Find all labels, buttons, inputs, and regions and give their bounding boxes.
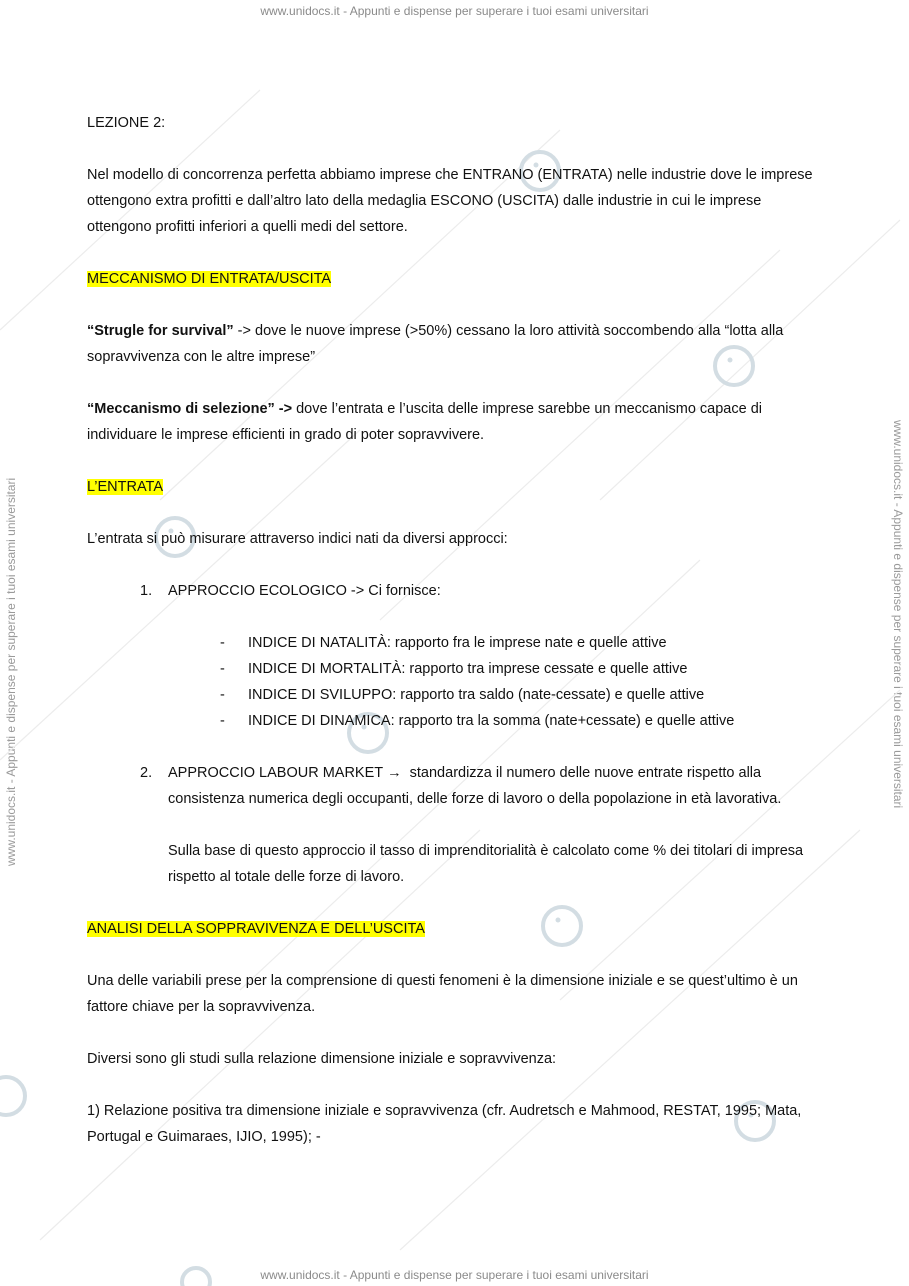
struggle-term: “Strugle for survival” xyxy=(87,323,234,339)
heading-entry-exit-text: MECCANISMO DI ENTRATA/USCITA xyxy=(87,271,332,287)
heading-entry xyxy=(87,474,827,500)
approach-2-text: standardizza il numero delle nuove entrate rispetto alla consistenza numerica degli occupanti, delle forze di lavoro o della popolazione in età lavorativa. xyxy=(168,765,782,807)
survival-intro: Una delle variabili prese per la comprensione di questi fenomeni è la dimensione iniziale e se quest’ultimo è un fattore chiave per la sopravvivenza. xyxy=(87,973,798,1015)
watermark-side-right: www.unidocs.it - Appunti e dispense per superare i tuoi esami universitari xyxy=(891,420,905,809)
index-dynamics: INDICE DI DINAMICA: rapporto tra la somma (nate+cessate) e quelle attive xyxy=(248,713,735,729)
study-1: 1) Relazione positiva tra dimensione iniziale e sopravvivenza (cfr. Audretsch e Mahmood, RESTAT, 1995; Mata, Portugal e Guimaraes, IJIO, 1995); - xyxy=(87,1103,802,1145)
list-item xyxy=(220,656,827,682)
entry-intro: L’entrata si può misurare attraverso indici nati da diversi approcci: xyxy=(87,531,508,547)
approach-1-number: 1. xyxy=(140,583,153,599)
heading-survival-text: ANALISI DELLA SOPPRAVIVENZA E DELL’USCITA xyxy=(87,921,425,937)
selection-term: “Meccanismo di selezione” -> xyxy=(87,401,293,417)
watermark-footer: www.unidocs.it - Appunti e dispense per superare i tuoi esami universitari xyxy=(260,1268,649,1282)
struggle-paragraph xyxy=(87,318,827,370)
approach-2-body xyxy=(168,760,827,812)
index-development: INDICE DI SVILUPPO: rapporto tra saldo (nate-cessate) e quelle attive xyxy=(248,687,705,703)
intro-paragraph: Nel modello di concorrenza perfetta abbiamo imprese che ENTRANO (ENTRATA) nelle industrie dove le imprese ottengono extra profitti e dall’altro lato della medaglia ESCONO (USCITA) dalle industrie in cui le imprese ottengono profitti inferiori a quelli medi del settore. xyxy=(87,167,813,235)
dash-marker: - xyxy=(220,661,225,677)
arrow-right-icon: → xyxy=(387,765,402,781)
index-mortality: INDICE DI MORTALITÀ: rapporto tra imprese cessate e quelle attive xyxy=(248,661,688,677)
approach-2-number: 2. xyxy=(140,765,153,781)
lesson-title: LEZIONE 2: xyxy=(87,115,166,131)
heading-survival xyxy=(87,916,827,942)
dash-marker: - xyxy=(220,635,225,651)
approach-1-text: APPROCCIO ECOLOGICO -> Ci fornisce: xyxy=(168,583,441,599)
heading-entry-text: L’ENTRATA xyxy=(87,479,164,495)
list-item xyxy=(220,708,827,734)
approach-ecological xyxy=(140,578,827,604)
list-item xyxy=(220,682,827,708)
approach-2-label: APPROCCIO LABOUR MARKET xyxy=(168,765,384,781)
approach-2-note: Sulla base di questo approccio il tasso di imprenditorialità è calcolato come % dei titolari di impresa rispetto al totale delle forze di lavoro. xyxy=(168,843,804,885)
dash-marker: - xyxy=(220,687,225,703)
selection-paragraph xyxy=(87,396,827,448)
document-body xyxy=(87,110,827,1150)
list-item xyxy=(220,630,827,656)
studies-intro: Diversi sono gli studi sulla relazione dimensione iniziale e sopravvivenza: xyxy=(87,1051,557,1067)
dash-marker: - xyxy=(220,713,225,729)
selection-text: dove l’entrata e l’uscita delle imprese sarebbe un meccanismo capace di individuare le imprese efficienti in grado di poter sopravvivere. xyxy=(87,401,762,443)
watermark-header: www.unidocs.it - Appunti e dispense per superare i tuoi esami universitari xyxy=(260,4,649,18)
heading-entry-exit xyxy=(87,266,827,292)
index-natality: INDICE DI NATALITÀ: rapporto fra le imprese nate e quelle attive xyxy=(248,635,667,651)
watermark-side-left: www.unidocs.it - Appunti e dispense per superare i tuoi esami universitari xyxy=(4,477,18,866)
approach-labour-market xyxy=(140,760,827,812)
struggle-text: -> dove le nuove imprese (>50%) cessano la loro attività soccombendo alla “lotta alla sopravvivenza con le altre imprese” xyxy=(87,323,784,365)
